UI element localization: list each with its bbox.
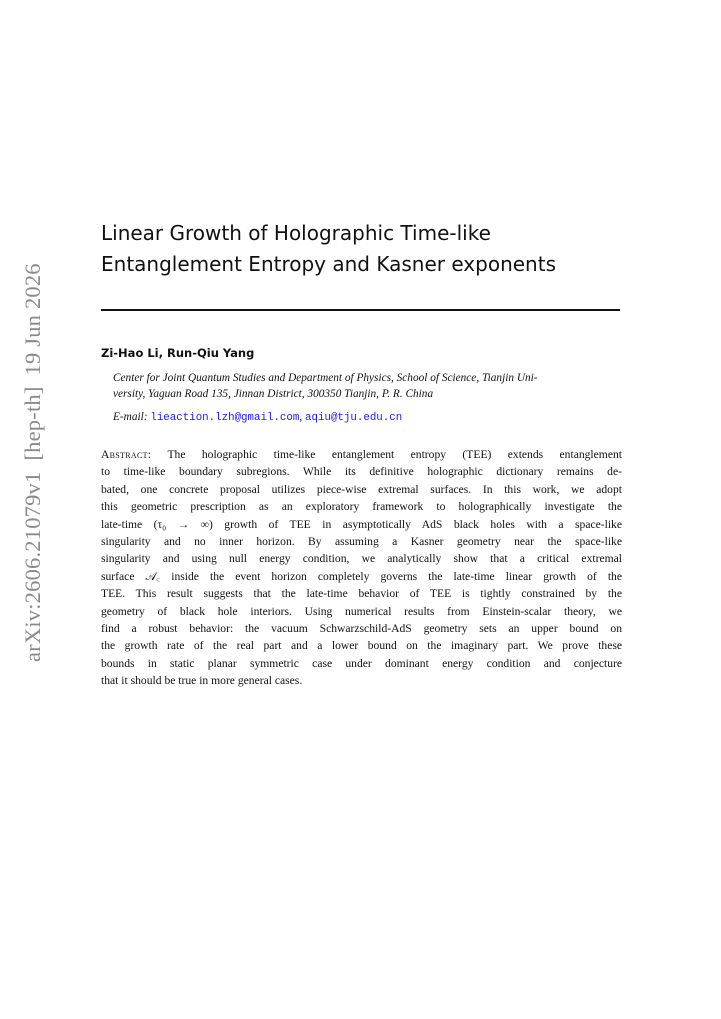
title-rule — [101, 309, 620, 311]
abstract-line — [101, 446, 622, 463]
email-label: E-mail: — [113, 411, 148, 423]
arxiv-category: [hep-th] — [20, 386, 45, 461]
abstract-line: late-time (τ₀ → ∞) growth of TEE in asymptotically AdS black holes with a space-like — [101, 517, 622, 531]
abstract-line: bated, one concrete proposal utilizes piece-wise extremal surfaces. In this work, we adopt — [101, 482, 622, 496]
affiliation-line-1: Center for Joint Quantum Studies and Department of Physics, School of Science, Tianjin Uni- — [113, 372, 538, 384]
abstract-line: find a robust behavior: the vacuum Schwarzschild-AdS geometry sets an upper bound on — [101, 621, 622, 635]
abstract-line: singularity and using null energy condition, we analytically show that a critical extremal — [101, 552, 622, 566]
author-list: Zi-Hao Li, Run-Qiu Yang — [101, 346, 255, 360]
title-line-1: Linear Growth of Holographic Time-like — [101, 221, 491, 245]
paper-title — [101, 218, 641, 280]
email-separator: , — [299, 411, 303, 423]
email-link-1[interactable]: lieaction.lzh@gmail.com — [150, 412, 300, 424]
abstract-line: surface 𝒜꜀ inside the event horizon completely governs the late-time linear growth of the — [101, 569, 622, 583]
arxiv-id: arXiv:2606.21079v1 — [20, 471, 45, 662]
abstract-line: that it should be true in more general cases. — [101, 674, 303, 688]
abstract — [101, 446, 622, 689]
abstract-line: singularity and no inner horizon. By assuming a Kasner geometry near the space-like — [101, 534, 622, 548]
affiliation-line-2: versity, Yaguan Road 135, Jinnan District, 300350 Tianjin, P. R. China — [113, 388, 434, 400]
email-line — [113, 411, 402, 424]
abstract-line: TEE. This result suggests that the late-time behavior of TEE is tightly constrained by the — [101, 587, 622, 601]
abstract-line-text: The holographic time-like entanglement entropy (TEE) extends entanglement — [167, 448, 622, 461]
affiliation — [113, 370, 623, 402]
arxiv-identifier-stamp — [20, 263, 46, 662]
abstract-line: this geometric prescription as an exploratory framework to holographically investigate the — [101, 500, 622, 514]
arxiv-date: 19 Jun 2026 — [20, 263, 45, 376]
abstract-heading: Abstract: — [101, 448, 152, 461]
abstract-line: bounds in static planar symmetric case under dominant energy condition and conjecture — [101, 656, 622, 670]
email-link-2[interactable]: aqiu@tju.edu.cn — [305, 412, 403, 424]
title-line-2: Entanglement Entropy and Kasner exponents — [101, 252, 556, 276]
abstract-line: to time-like boundary subregions. While its definitive holographic dictionary remains de- — [101, 465, 622, 479]
abstract-line: geometry of black hole interiors. Using numerical results from Einstein-scalar theory, we — [101, 604, 622, 618]
abstract-line: the growth rate of the real part and a lower bound on the imaginary part. We prove these — [101, 639, 622, 653]
